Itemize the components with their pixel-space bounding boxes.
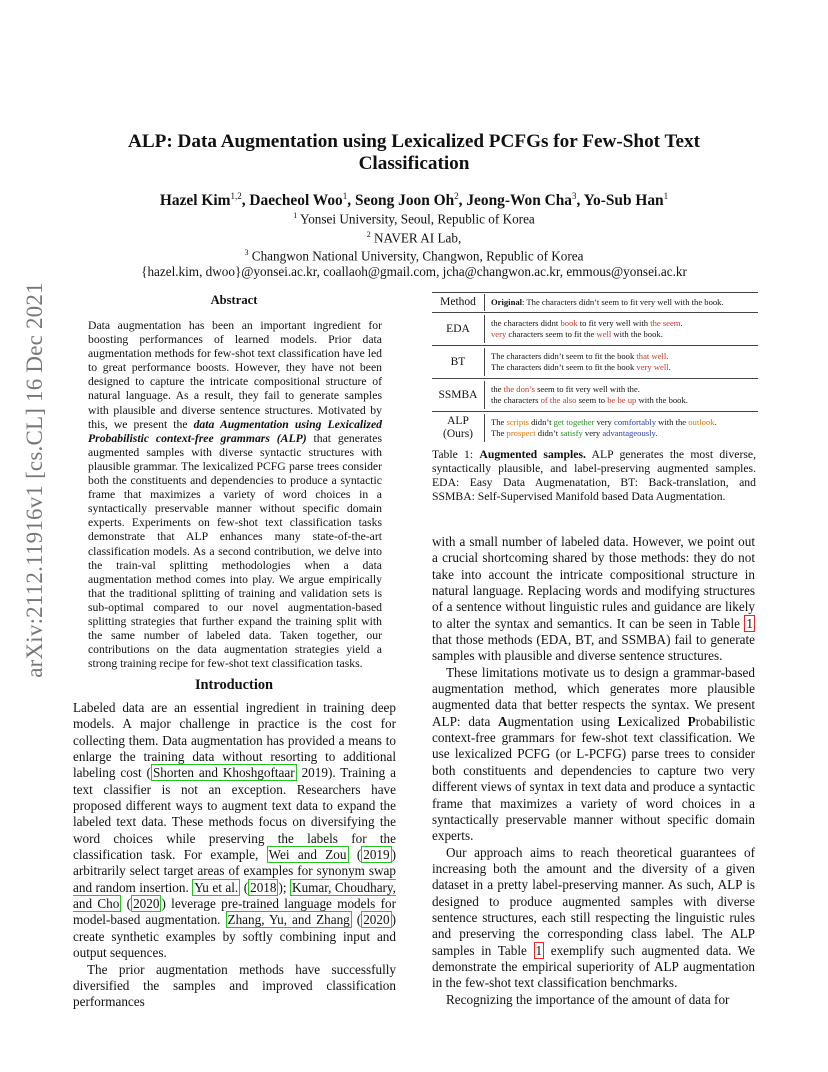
arxiv-identifier: arXiv:2112.11916v1 [cs.CL] 16 Dec 2021: [22, 282, 47, 678]
paper-title: ALP: Data Augmentation using Lexicalized PCFGs for Few-Shot Text Classification: [127, 131, 701, 174]
affiliation-1: $^1$ Yonsei University, Seoul, Republic of Korea: [293, 211, 535, 227]
augmentation-table: [432, 292, 758, 444]
author: Yo-Sub Han: [583, 192, 664, 210]
table-row: [432, 412, 758, 444]
introduction-heading: Introduction: [194, 677, 274, 693]
table-row: [432, 346, 758, 379]
table-caption: Table 1: Augmented samples. ALP generates the most diverse, syntactically plausible, and label-preserving augmented samples. EDA: Easy Data Augmenatation, BT: Back-translation, and SSMBA: Self-Supervised Manifold based Data Augmentation.: [432, 448, 756, 504]
author-emails: {hazel.kim, dwoo}@yonsei.ac.kr, coallaoh@gmail.com, jcha@changwon.ac.kr, emmous@yonsei.ac.kr: [141, 263, 687, 279]
author: Hazel Kim: [159, 192, 231, 210]
citation-year[interactable]: 2019: [363, 847, 390, 863]
author: Jeong-Won Cha: [466, 192, 572, 210]
method-header: Method: [440, 296, 476, 308]
eda-samples: the characters didnt book to fit very well with the seem. very characters seem to fit the well with the book.: [484, 315, 758, 343]
abstract-body: Data augmentation has been an important ingredient for boosting performances of learned models. Prior data augmentation methods for few-shot text classification have led to great performance boosts. However, they have not been designed to capture the intricate compositional structure of natural language. As a result, they fail to generate samples with plausible and diverse sentence structures. Motivated by this, we present the data Augmentation using Lexicalized Probabilistic context-free grammars (ALP) that generates augmented samples with diverse syntactic structures with plausible grammar. The lexicalized PCFG parse trees consider both the constituents and dependencies to produce a syntactic frame that maximizes a variety of word choices in a syntactically preservable manner without specific domain experts. Experiments on few-shot text classification tasks demonstrate that ALP enhances many state-of-the-art classification models. As a second contribution, we delve into the train-val splitting methodologies when a data augmentation method comes into play. We argue empirically that the traditional splitting of training and validation sets is sub-optimal compared to our novel augmentation-based splitting strategies that further expand the training split with the same number of labeled data. Taken together, our contributions on the data augmentation strategies yield a strong training recipe for few-shot text classification tasks.: [88, 319, 383, 671]
right-column-body: [432, 534, 755, 1008]
paragraph: The prior augmentation methods have successfully diversified the samples and improved classification performances: [73, 961, 396, 1010]
table-row: [432, 379, 758, 412]
abstract-heading: Abstract: [210, 293, 258, 307]
citation-year[interactable]: 2019: [301, 765, 328, 781]
citation-link[interactable]: Yu et al.: [194, 879, 239, 895]
table-row: [432, 313, 758, 346]
paragraph: Labeled data are an essential ingredient in training deep models. A major challenge in practice is the cost for collecting them. Data augmentation has provided a means to enlarge the training data without resorting to additional labeling cost ( Shorten and Khoshgoftaar 2019). Training a text classifier is not an exception. Researchers have proposed different ways to augment text data to expand the labeled text data. These methods focus on diversifying the word choices while preserving the labels for the classification task. For example, Wei and Zou ( 2019 ) arbitrarily select target areas of examples for synonym swap and random insertion. Yu et al. ( 2018 ); Kumar, Choudhary, and Cho ( 2020 ) leverage pre-trained language models for model-based augmentation. Zhang, Yu, and Zhang ( 2020 ) create synthetic examples by softly combining input and output sequences.: [73, 700, 397, 961]
paragraph: These limitations motivate us to design a grammar-based augmentation method, which generates more plausible augmented data that better respects the syntax. We present ALP: data Augmentation using Lexicalized Probabilistic context-free grammars for few-shot text classification. We use lexicalized PCFG (or L-PCFG) parse trees to consider both constituents and dependencies to capture two very different views of syntax in text data and produce a syntactic frame that maximizes a variety of word choices in a syntactically preservable manner without specific domain experts.: [432, 664, 755, 844]
citation-year[interactable]: 2020: [133, 896, 160, 912]
method-alp: ALP (Ours): [442, 415, 474, 440]
bt-samples: The characters didn’t seem to fit the book that well. The characters didn’t seem to fit the book very well.: [484, 348, 758, 376]
citation-year[interactable]: 2018: [250, 879, 277, 895]
alp-samples: The scripts didn’t get together very comfortably with the outlook. The prospect didn’t satisfy very advantageously.: [484, 414, 758, 442]
table-reference-link[interactable]: 1: [535, 942, 543, 958]
citation-link[interactable]: Wei and Zou: [268, 847, 347, 863]
paragraph: Recognizing the importance of the amount of data for: [446, 991, 730, 1007]
affiliations: [60, 208, 768, 279]
method-eda: EDA: [446, 322, 470, 335]
table-header-row: [432, 292, 758, 313]
original-sentence: Original: The characters didn’t seem to fit very well with the book.: [484, 294, 758, 311]
citation-link[interactable]: Kumar, Choudhary, and Cho: [73, 879, 396, 912]
author: Daecheol Woo: [249, 192, 343, 210]
method-bt: BT: [450, 355, 466, 368]
paragraph: Our approach aims to reach theoretical guarantees of increasing both the amount and the diversity of a given dataset in a pretty label-preserving manner. As such, ALP is designed to produce augmented samples with diverse sentence structures, each still respecting the linguistic rules and preserving the corresponding class label. The ALP samples in Table 1 exemplify such augmented data. We demonstrate the empirical superiority of ALP augmentation in the few-shot text classification benchmarks.: [432, 844, 755, 991]
citation-link[interactable]: Zhang, Yu, and Zhang: [227, 912, 350, 928]
affiliation-3: $^3$ Changwon National University, Changwon, Republic of Korea: [244, 248, 584, 264]
citation-year[interactable]: 2020: [363, 912, 390, 928]
ssmba-samples: the the don’s seem to fit very well with the. the characters of the also seem to be be up with the book.: [484, 381, 758, 409]
author: Seong Joon Oh: [354, 192, 455, 210]
citation-link[interactable]: Shorten and Khoshgoftaar: [152, 765, 295, 781]
paragraph: with a small number of labeled data. However, we point out a crucial shortcoming shared by those methods: they do not take into account the intricate compositional structure in natural language. Replacing words and modifying structures of a sentence without linguistic rules and guidance are likely to alter the syntax and semantics. It can be seen in Table 1 that those methods (EDA, BT, and SSMBA) fail to generate samples with plausible and diverse sentence structures.: [432, 534, 755, 664]
method-ssmba: SSMBA: [438, 388, 478, 401]
author-list: Hazel Kim$^{1,2}$, Daecheol Woo$^1$, Seong Joon Oh$^2$, Jeong-Won Cha$^3$, Yo-Sub Han$^1$: [159, 191, 669, 210]
affiliation-2: $^2$ NAVER AI Lab,: [366, 229, 462, 245]
arxiv-sidebar: [20, 282, 50, 678]
introduction-body: [73, 700, 396, 1011]
table-reference-link[interactable]: 1: [746, 615, 753, 631]
